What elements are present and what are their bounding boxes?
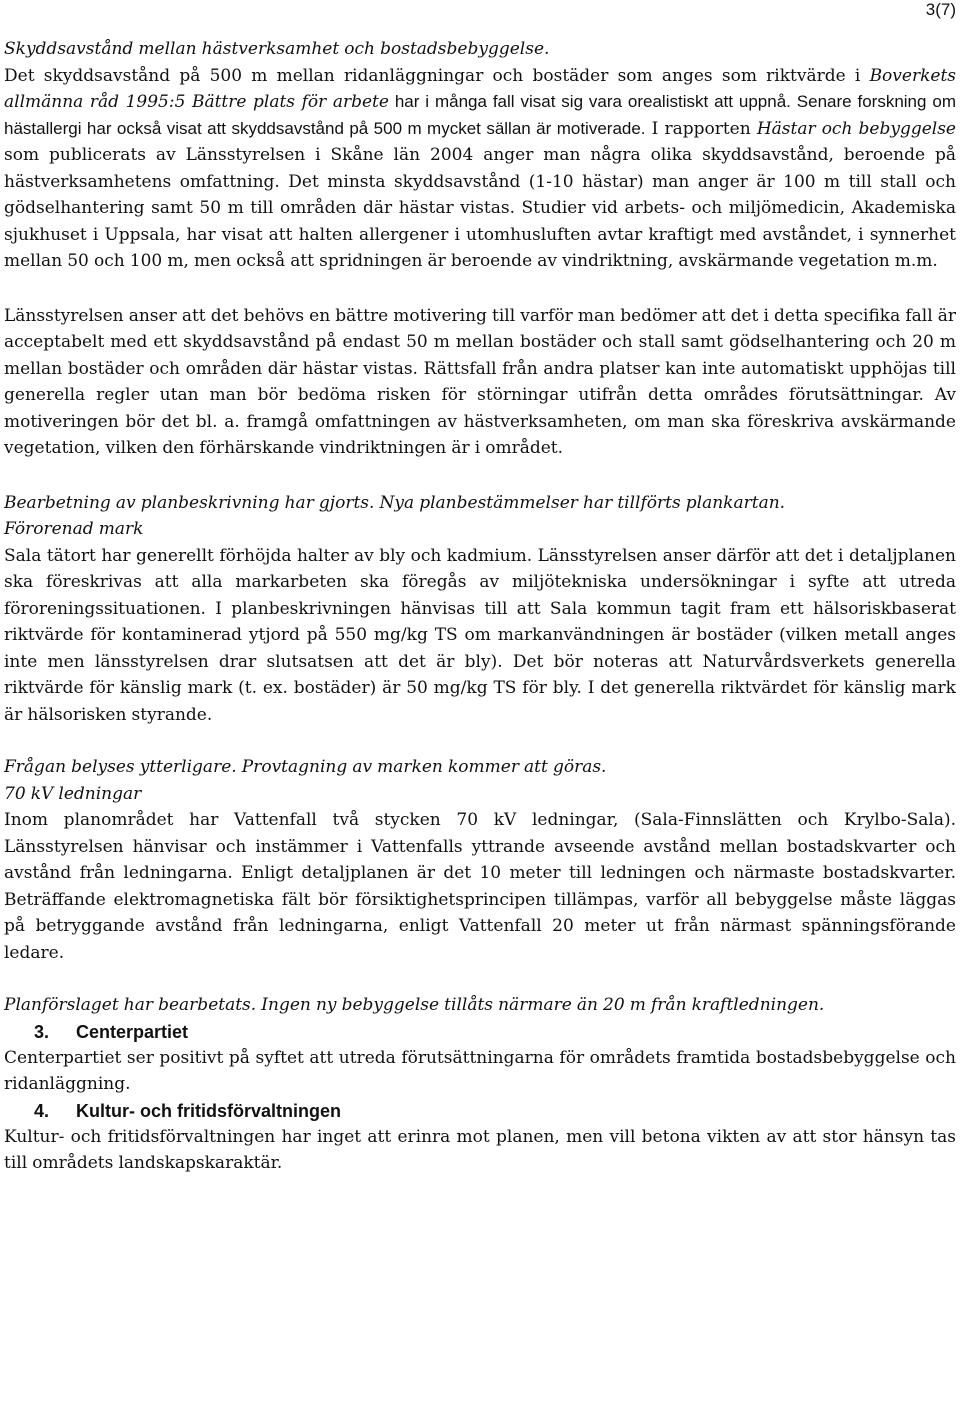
paragraph-centerpartiet: Centerpartiet ser positivt på syftet att utreda förutsättningarna för områdets framtida bostadsbebyggelse och ridanläggning. xyxy=(4,1047,956,1094)
heading-number: 4. xyxy=(34,1100,50,1121)
response-horse-distance: Bearbetning av planbeskrivning har gjorts. Nya planbestämmelser har tillförts plankartan. xyxy=(4,492,786,513)
heading-title: Kultur- och fritidsförvaltningen xyxy=(76,1100,341,1121)
text-run: Det skyddsavstånd på 500 m mellan ridanläggningar och bostäder som anges som riktvärde i xyxy=(4,65,870,86)
heading-kultur-fritid xyxy=(4,1098,956,1124)
paragraph-lansstyrelsen-motivation: Länsstyrelsen anser att det behövs en bättre motivering till varför man bedömer att det i detta specifika fall är acceptabelt med ett skyddsavstånd på endast 50 m mellan bostäder och stall samt gödselhantering och 20 m mellan bostäder och områden där hästar vistas. Rättsfall från andra platser kan inte automatiskt upphöjas till generella regler utan man bör bedöma risken för störningar utifrån detta områdes förutsättningar. Av motiveringen bör det bl. a. framgå omfattningen av hästverksamheten, om man ska föreskriva avskärmande vegetation, vilken den förhärskande vindriktningen är i området. xyxy=(4,305,957,458)
response-contaminated-soil: Frågan belyses ytterligare. Provtagning av marken kommer att göras. xyxy=(4,757,607,777)
document-body xyxy=(4,36,956,1177)
topic-power-lines: 70 kV ledningar xyxy=(4,783,142,804)
reference-report: Hästar och bebyggelse xyxy=(756,118,956,139)
topic-horse-distance: Skyddsavstånd mellan hästverksamhet och bostadsbebyggelse. xyxy=(4,39,550,59)
heading-centerpartiet xyxy=(4,1019,956,1045)
reference-boverket: Boverkets allmänna råd 1995:5 Bättre plats för arbete xyxy=(4,65,956,112)
text-run: I rapporten xyxy=(645,118,757,139)
paragraph-power-lines: Inom planområdet har Vattenfall två stycken 70 kV ledningar, (Sala-Finnslätten och Krylbo-Sala). Länsstyrelsen hänvisar och instämmer i Vattenfalls yttrande avseende avstånd mellan bostadskvarter och avstånd från ledningarna. Enligt detaljplanen är det 10 meter till ledningen och närmaste bostadskvarter. Beträffande elektromagnetiska fält bör försiktighetsprincipen tillämpas, varför all bebyggelse måste läggas på betryggande avstånd från ledningarna, enligt Vattenfall 20 meter ut från närmast spänningsförande ledare. xyxy=(4,810,956,963)
page-number: 3(7) xyxy=(925,0,956,19)
topic-contaminated-soil: Förorenad mark xyxy=(4,519,144,539)
heading-title: Centerpartiet xyxy=(76,1021,189,1042)
paragraph-contaminated-soil: Sala tätort har generellt förhöjda halter av bly och kadmium. Länsstyrelsen anser därför att det i detaljplanen ska föreskrivas att alla markarbeten ska föregås av miljötekniska undersökningar i syfte att utreda föroreningssituationen. I planbeskrivningen hänvisas till att Sala kommun tagit fram ett hälsoriskbaserat riktvärde för kontaminerad ytjord på 550 mg/kg TS om markanvändningen är bostäder (vilken metall anges inte men länsstyrelsen drar slutsatsen att det är bly). Det bör noteras att Naturvårdsverkets generella riktvärde för känslig mark (t. ex. bostäder) är 50 mg/kg TS för bly. I det generella riktvärdet för känslig mark är hälsorisken styrande. xyxy=(4,545,956,725)
paragraph-horse-distance xyxy=(4,63,956,275)
response-power-lines: Planförslaget har bearbetats. Ingen ny bebyggelse tillåts närmare än 20 m från kraftledningen. xyxy=(4,995,825,1015)
text-run: som publicerats av Länsstyrelsen i Skåne län 2004 anger man några olika skyddsavstånd, beroende på hästverksamhetens omfattning. Det minsta skyddsavstånd (1-10 hästar) man anger är 100 m till stall och gödselhantering samt 50 m till områden där hästar vistas. Studier vid arbets- och miljömedicin, Akademiska sjukhuset i Uppsala, har visat att halten allergener i utomhusluften avtar kraftigt med avståndet, i synnerhet mellan 50 och 100 m, men också att spridningen är beroende av vindriktning, avskärmande vegetation m.m. xyxy=(4,145,956,271)
text-run: har i många fall visat sig vara orealistiskt att uppnå. Senare forskning om hästallergi har också visat att skyddsavstånd på 500 m mycket sällan är motiverade. xyxy=(4,92,956,138)
paragraph-kultur-fritid: Kultur- och fritidsförvaltningen har inget att erinra mot planen, men vill betona vikten av att stor hänsyn tas till områdets landskapskaraktär. xyxy=(4,1126,956,1173)
heading-number: 3. xyxy=(34,1021,50,1042)
